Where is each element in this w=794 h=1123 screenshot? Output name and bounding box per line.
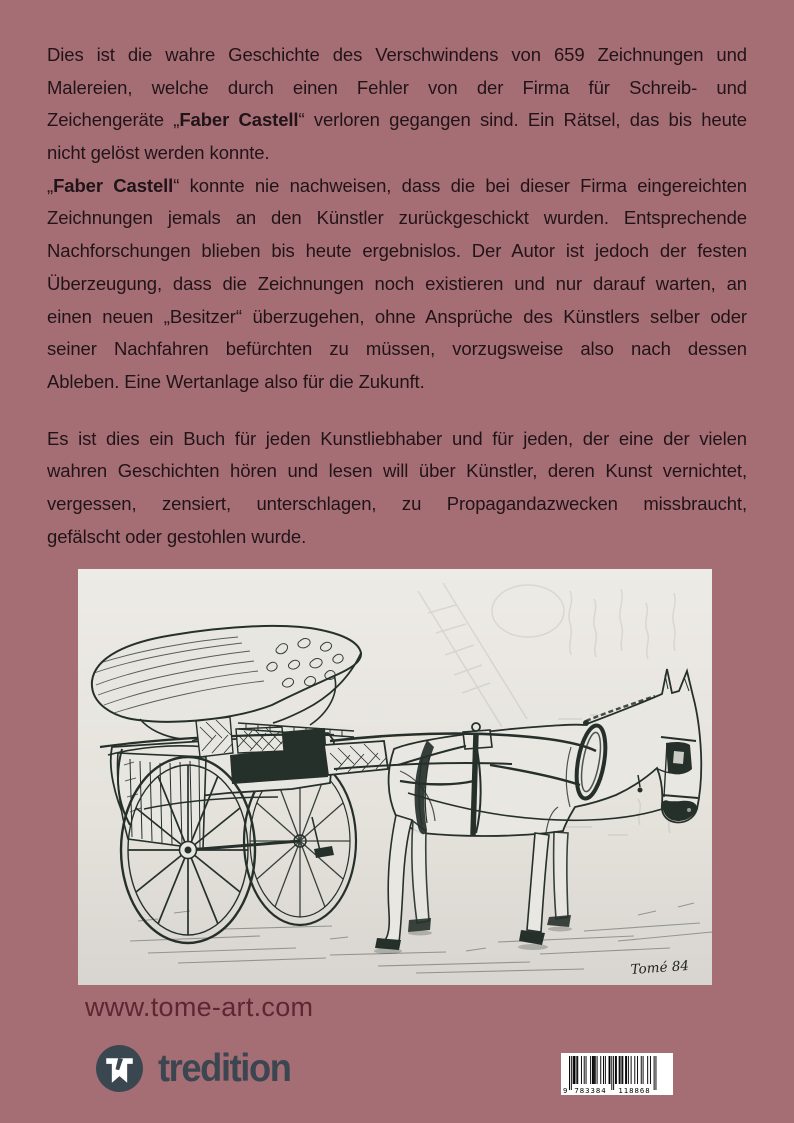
blurb-line: [47, 301, 747, 334]
artist-signature: Tomé 84: [630, 957, 690, 978]
carriage-horse-sketch: [78, 569, 712, 985]
blurb-text: Dies ist die wahre Geschichte des Verschwindens von 659 Zeichnungen und: [47, 44, 747, 65]
blurb-text: seiner Nachfahren befürchten zu müssen, vorzugsweise also nach dessen: [47, 338, 747, 360]
barcode-digit-system: 9: [563, 1086, 568, 1095]
blurb: [47, 39, 747, 553]
blurb-text: vergessen, zensiert, unterschlagen, zu Propagandazwecken missbraucht,: [47, 492, 747, 514]
blurb-text: gefälscht oder gestohlen wurde.: [47, 525, 307, 547]
main-wheel: [121, 757, 255, 943]
blurb-text: nicht gelöst werden konnte.: [47, 142, 270, 164]
isbn-barcode: [561, 1053, 673, 1095]
blurb-line: [47, 137, 747, 170]
blurb-text: Zeichengeräte „: [47, 109, 180, 131]
blurb-line: [47, 333, 747, 366]
blurb-text-bold: Faber Castell: [179, 109, 299, 131]
blurb-text: einen neuen „Besitzer“ überzugehen, ohne Ansprüche des Künstlers selber oder: [47, 305, 747, 327]
blurb-line: [47, 104, 747, 137]
blurb-text: “ verloren gegangen sind. Ein Rätsel, das bis heute: [298, 109, 747, 131]
paragraph: [47, 39, 747, 170]
blurb-line: [47, 235, 747, 268]
blurb-text: wahren Geschichten hören und lesen will über Künstler, deren Kunst vernichtet,: [47, 460, 747, 482]
blurb-text: Überzeugung, dass die Zeichnungen noch existieren und nur darauf warten, an: [47, 272, 747, 294]
blurb-text: “ konnte nie nachweisen, dass die bei dieser Firma eingereichten: [173, 174, 747, 196]
blurb-text: Ableben. Eine Wertanlage also für die Zukunft.: [47, 370, 425, 392]
blurb-line: [47, 521, 747, 554]
blurb-line: [47, 39, 747, 72]
blurb-line: [47, 423, 747, 456]
barcode-svg: [561, 1053, 673, 1095]
blurb-text: „: [47, 174, 54, 196]
blurb-text: Nachforschungen blieben bis heute ergebnislos. Der Autor ist jedoch der festen: [47, 240, 747, 262]
artwork-figure: [78, 569, 712, 985]
blurb-text-bold: Faber Castell: [53, 174, 174, 196]
publisher-name: tredition: [158, 1046, 291, 1090]
blurb-line: [47, 72, 747, 105]
barcode-digits-right: 118868: [618, 1086, 651, 1095]
blurb-text: Es ist dies ein Buch für jeden Kunstliebhaber und für jeden, der eine der vielen: [47, 427, 747, 449]
blurb-line: [47, 202, 747, 235]
blurb-line: [47, 170, 747, 203]
barcode-digits-left: 783384: [574, 1086, 607, 1095]
paragraph: [47, 423, 747, 554]
blurb-text: Zeichnungen jemals an den Künstler zurückgeschickt wurden. Entsprechende: [47, 207, 747, 229]
paragraph: [47, 170, 747, 399]
publisher-logo: [95, 1044, 300, 1093]
blurb-line: [47, 455, 747, 488]
website-url: www.tome-art.com: [85, 992, 314, 1022]
blurb-line: [47, 488, 747, 521]
blurb-line: [47, 366, 747, 399]
blurb-text: Malereien, welche durch einen Fehler von der Firma für Schreib- und: [47, 76, 747, 98]
tredition-logo-icon: [95, 1044, 144, 1093]
blurb-line: [47, 268, 747, 301]
